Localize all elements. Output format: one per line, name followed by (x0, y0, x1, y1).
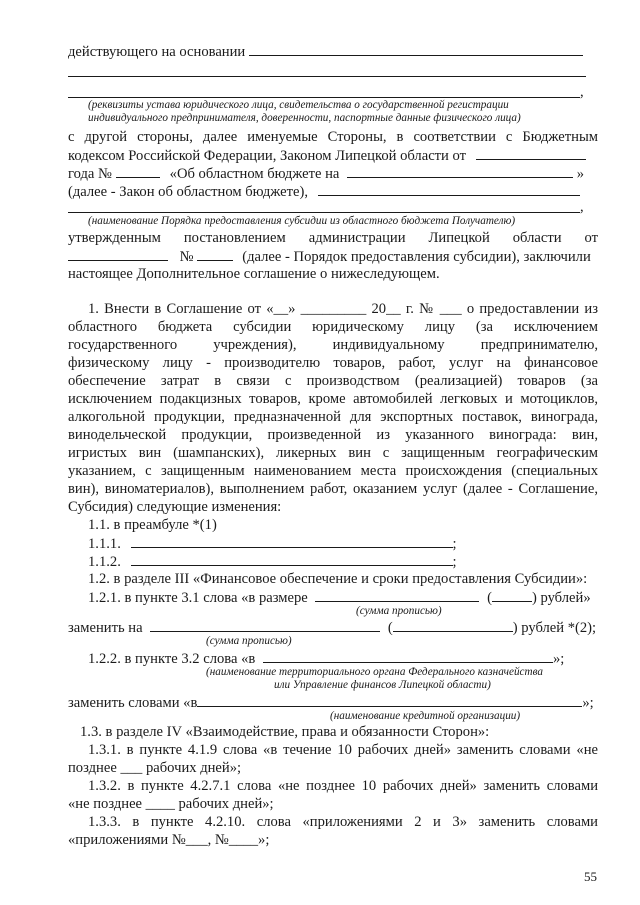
page-number: 55 (584, 869, 597, 884)
caption-amount-words: (сумма прописью) (356, 605, 442, 617)
caption-treasury-2: или Управление финансов Липецкой области) (274, 679, 491, 691)
caption-procedure: (наименование Порядка предоставления субсидии из областного бюджета Получателю) (88, 215, 516, 227)
fill-blank (249, 42, 583, 56)
paragraph-line: 1. Внести в Соглашение от «__» _________ 20__ г. № ___ о предоставлении из (88, 301, 598, 317)
caption-requisites: (реквизиты устава юридического лица, свидетельства о государственной регистрации (88, 99, 509, 111)
paragraph-line: государственного учреждения), индивидуальному предпринимателю, (68, 337, 598, 353)
paragraph-line: Субсидия) следующие изменения: (68, 499, 282, 515)
clause-1-3: 1.3. в разделе IV «Взаимодействие, права и обязанности Сторон»: (80, 724, 490, 740)
comma: , (580, 84, 584, 100)
blank-line (68, 76, 586, 77)
paragraph-line: вин), виноматериалов), выполнением работ, оказанием услуг (далее - Соглашение, (68, 481, 598, 497)
replace-with-line: заменить на ( ) рублей *(2); (68, 620, 597, 636)
clause-1-3-1: 1.3.1. в пункте 4.1.9 слова «в течение 10 рабочих дней» заменить словами «не (88, 742, 598, 758)
fill-blank (476, 146, 586, 160)
clause-1-2-1: 1.2.1. в пункте 3.1 слова «в размере ( ) рублей» (88, 590, 591, 606)
text-line: (далее - Закон об областном бюджете), (68, 182, 598, 201)
clause-1-3-3: 1.3.3. в пункте 4.2.10. слова «приложениями 2 и 3» заменить словами (88, 814, 598, 830)
replace-words-line: заменить словами «в »; (68, 695, 594, 711)
clause-1-2-2: 1.2.2. в пункте 3.2 слова «в »; (88, 651, 565, 667)
text-line: кодексом Российской Федерации, Законом Липецкой области от (68, 146, 598, 165)
paragraph-line: алкогольной продукции, предназначенной для экспортных поставок, винограда, (68, 409, 598, 425)
paragraph-line: винодельческой продукции, произведенной из указанного винограда: вин, (68, 427, 598, 443)
paragraph-line: физическому лицу - производителю товаров, работ, услуг на финансовое (68, 355, 598, 371)
paragraph-line: игристых вин (шампанских), ликерных вин с защищенным географическим (68, 445, 598, 461)
fill-blank (318, 182, 580, 196)
fill-blank (347, 164, 573, 178)
text-line: с другой стороны, далее именуемые Стороны, в соответствии с Бюджетным (68, 129, 598, 145)
text-line: настоящее Дополнительное соглашение о нижеследующем. (68, 266, 440, 282)
paragraph-line: указанием, с защищенным наименованием места происхождения (специальных (68, 463, 598, 479)
clause-1-3-2: 1.3.2. в пункте 4.2.7.1 слова «не позднее 10 рабочих дней» заменить словами (88, 778, 598, 794)
clause-1-1-1: 1.1.1. ; (88, 536, 457, 552)
clause-1-3-2-cont: «не позднее ____ рабочих дней»; (68, 796, 274, 812)
paragraph-line: обеспечение затрат в связи с производством (реализацией) товаров (за (68, 373, 598, 389)
clause-1-3-1-cont: позднее ___ рабочих дней»; (68, 760, 242, 776)
caption-treasury: (наименование территориального органа Федерального казначейства (206, 666, 543, 678)
caption-credit-org: (наименование кредитной организации) (330, 710, 521, 722)
text-line: утвержденным постановлением администрации Липецкой области от (68, 230, 598, 246)
clause-1-3-3-cont: «приложениями №___, №____»; (68, 832, 270, 848)
text-line-basis: действующего на основании (68, 42, 598, 61)
clause-1-2: 1.2. в разделе III «Финансовое обеспечение и сроки предоставления Субсидии»: (88, 571, 588, 587)
paragraph-line: исключением подакцизных товаров, кроме автомобилей легковых и мотоциклов, (68, 391, 598, 407)
text-line: года № «Об областном бюджете на » (68, 166, 585, 182)
comma: , (580, 199, 584, 215)
clause-1-1-2: 1.1.2. ; (88, 554, 457, 570)
text-line: № (далее - Порядок предоставления субсидии), заключили (68, 247, 598, 266)
caption-amount-words: (сумма прописью) (206, 635, 292, 647)
caption-requisites-2: индивидуального предпринимателя, доверенности, паспортные данные физического лица) (88, 112, 521, 124)
clause-1-1: 1.1. в преамбуле *(1) (88, 517, 217, 533)
paragraph-line: областного бюджета субсидии юридическому лицу (за исключением (68, 319, 598, 335)
blank-line (68, 97, 580, 98)
blank-line (68, 212, 580, 213)
